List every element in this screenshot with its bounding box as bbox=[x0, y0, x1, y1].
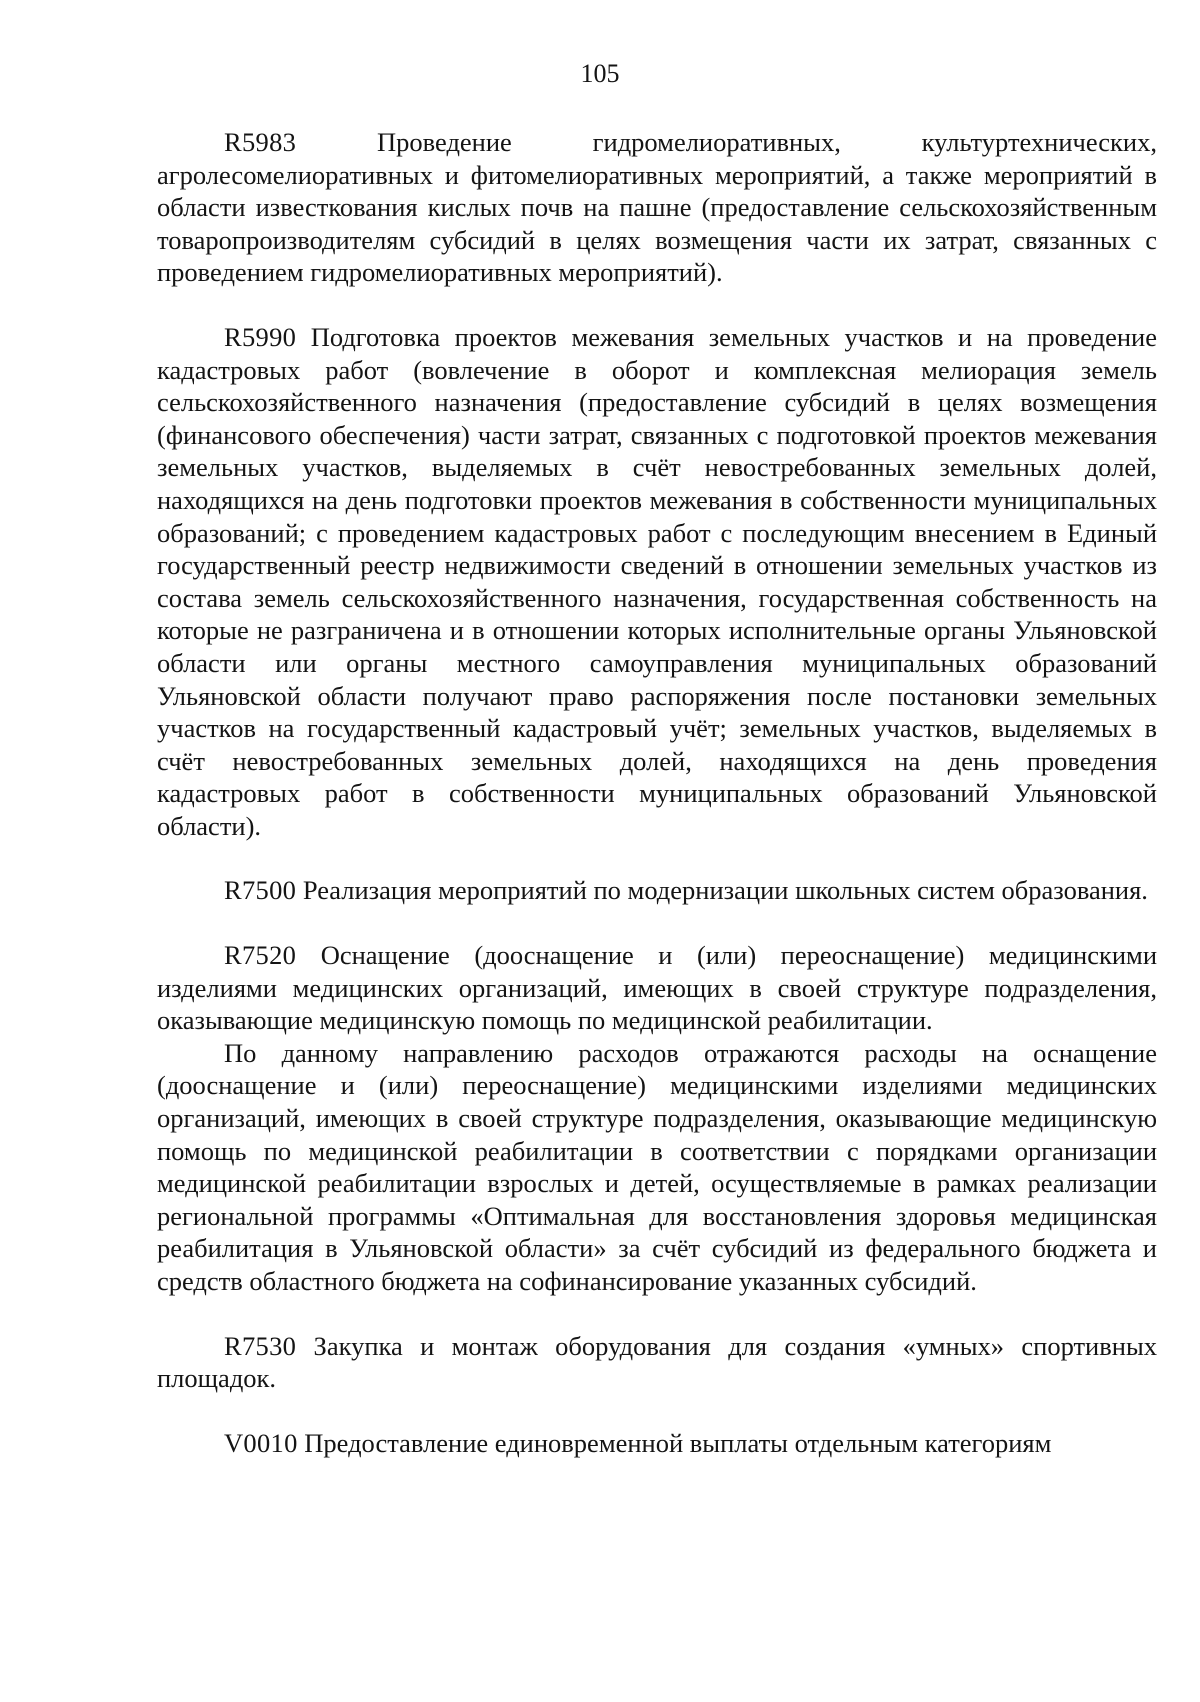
expense-code: R7530 bbox=[224, 1330, 297, 1361]
paragraph-r7520 bbox=[157, 939, 1157, 1037]
paragraph-text: Реализация мероприятий по модернизации школьных систем образования. bbox=[302, 875, 1148, 906]
page-number: 105 bbox=[580, 59, 620, 88]
paragraph-r7520-details bbox=[157, 1037, 1157, 1298]
expense-code: R5983 bbox=[224, 127, 297, 157]
paragraph-v0010 bbox=[157, 1427, 1157, 1460]
paragraph-r5990 bbox=[157, 321, 1157, 843]
paragraph-r7530 bbox=[157, 1330, 1157, 1395]
expense-code: V0010 bbox=[224, 1427, 298, 1458]
paragraph-text: По данному направлению расходов отражаются расходы на оснащение (дооснащение и (или) переоснащение) медицинскими изделиями медицинских организаций, имеющих в своей структуре подразделения, оказывающие медицинскую помощь по медицинской реабилитации в соответствии с порядками организации медицинской реабилитации взрослых и детей, осуществляемые в рамках реализации региональной программы «Оптимальная для восстановления здоровья медицинская реабилитация в Ульяновской области» за счёт субсидий из федерального бюджета и средств областного бюджета на софинансирование указанных субсидий. bbox=[157, 1037, 1157, 1296]
paragraph-text: Предоставление единовременной выплаты отдельным категориям bbox=[304, 1427, 1052, 1458]
document-body bbox=[157, 126, 1157, 1459]
paragraph-r5983 bbox=[157, 126, 1157, 289]
expense-code: R7520 bbox=[224, 940, 297, 971]
expense-code: R7500 bbox=[224, 875, 297, 906]
paragraph-text: Проведение гидромелиоративных, культуртехнических, агролесомелиоративных и фитомелиоративных мероприятий, а также мероприятий в области известкования кислых почв на пашне (предоставление сельскохозяйственным товаропроизводителям субсидий в целях возмещения части их затрат, связанных с проведением гидромелиоративных мероприятий). bbox=[157, 127, 1157, 288]
paragraph-r7500 bbox=[157, 874, 1157, 907]
paragraph-text: Закупка и монтаж оборудования для создания «умных» спортивных площадок. bbox=[157, 1330, 1157, 1394]
paragraph-text: Подготовка проектов межевания земельных участков и на проведение кадастровых работ (вовлечение в оборот и комплексная мелиорация земель сельскохозяйственного назначения (предоставление субсидий в целях возмещения (финансового обеспечения) части затрат, связанных с подготовкой проектов межевания земельных участков, выделяемых в счёт невостребованных земельных долей, находящихся на день подготовки проектов межевания в собственности муниципальных образований; с проведением кадастровых работ с последующим внесением в Единый государственный реестр недвижимости сведений в отношении земельных участков из состава земель сельскохозяйственного назначения, государственная собственность на которые не разграничена и в отношении которых исполнительные органы Ульяновской области или органы местного самоуправления муниципальных образований Ульяновской области получают право распоряжения после постановки земельных участков на государственный кадастровый учёт; земельных участков, выделяемых в счёт невостребованных земельных долей, находящихся на день проведения кадастровых работ в собственности муниципальных образований Ульяновской области). bbox=[157, 321, 1157, 841]
paragraph-text: Оснащение (дооснащение и (или) переоснащение) медицинскими изделиями медицинских организаций, имеющих в своей структуре подразделения, оказывающие медицинскую помощь по медицинской реабилитации. bbox=[157, 940, 1158, 1036]
expense-code: R5990 bbox=[224, 321, 297, 352]
